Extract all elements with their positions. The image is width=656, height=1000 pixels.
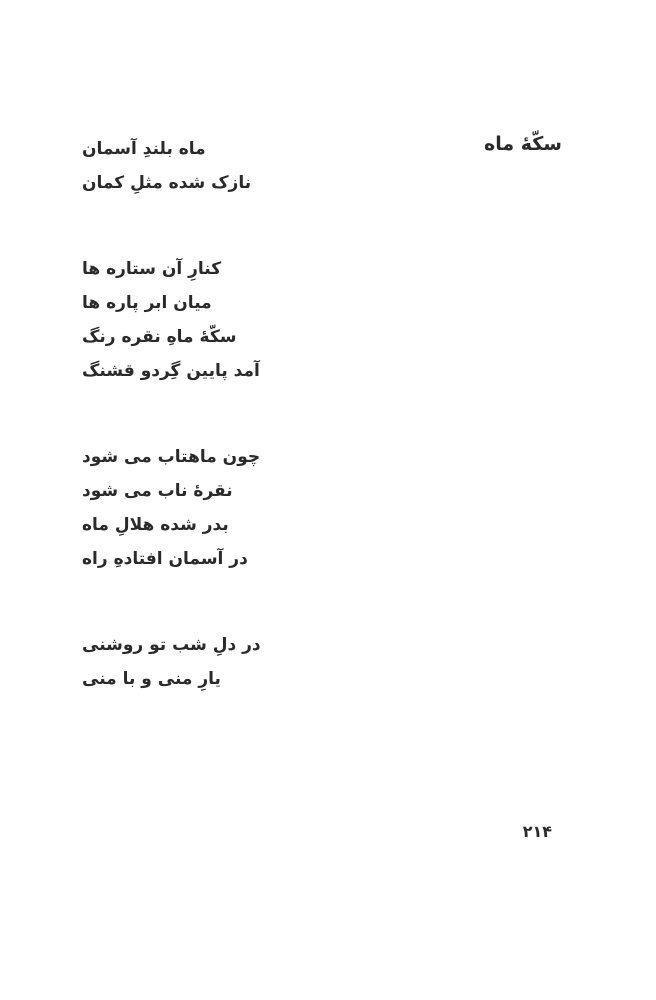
verse-line: در دلِ شب تو روشنی — [82, 635, 261, 655]
poem-title: سکّهٔ ماه — [484, 133, 562, 155]
stanza-2 — [82, 252, 382, 388]
verse-line: ماه بلندِ آسمان — [82, 139, 206, 159]
stanza-4 — [82, 628, 382, 696]
poem-body — [82, 132, 382, 748]
verse-line: سکّهٔ ماهِ نقره رنگ — [82, 327, 237, 347]
verse-line: در آسمان افتادهِ راه — [82, 549, 248, 569]
verse-line: آمد پایین گِردو قشنگ — [82, 361, 260, 381]
verse-line: میان ابر پاره ها — [82, 293, 212, 313]
stanza-3 — [82, 440, 382, 576]
page-number: ۲۱۴ — [522, 822, 552, 841]
verse-line: چون ماهتاب می شود — [82, 447, 261, 467]
verse-line: یارِ منی و با منی — [82, 669, 221, 689]
verse-line: کنارِ آن ستاره ها — [82, 259, 222, 279]
verse-line: بدر شده هلالِ ماه — [82, 515, 229, 535]
verse-line: نقرهٔ ناب می شود — [82, 481, 233, 501]
verse-line: نازک شده مثلِ کمان — [82, 173, 252, 193]
stanza-1 — [82, 132, 382, 200]
